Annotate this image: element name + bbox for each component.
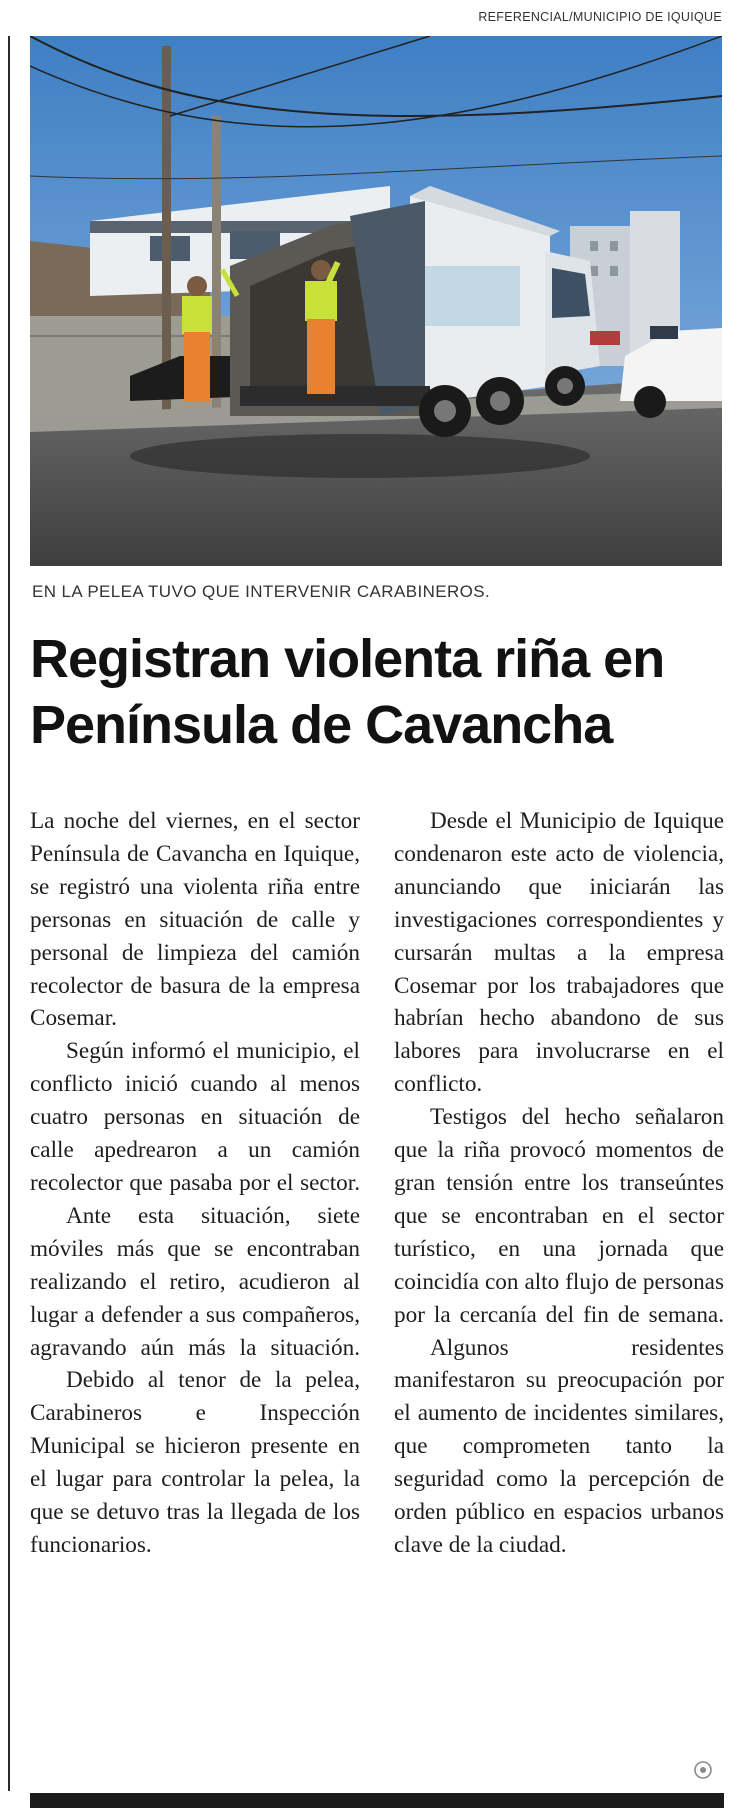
column-rule [8,36,10,1791]
article-column-right [394,805,724,1562]
paragraph: Ante esta situación, siete móviles más que se encontraban realizando el retiro, acudieron al lugar a defender a sus compañeros, agravando aún más la situación. [30,1202,360,1361]
paragraph: Desde el Municipio de Iquique condenaron este acto de violencia, anunciando que iniciarán las investigaciones correspondientes y cursarán multas a la empresa Cosemar por los trabajadores que habrían hecho abandono de sus labores para involucrarse en el conflicto. [394,808,724,1098]
paragraph: Testigos del hecho señalaron que la riña provocó momentos de gran tensión entre los transeúntes que se encontraban en el sector turístico, en una jornada que coincidía con alto flujo de personas por la cercanía del fin de semana. [394,1104,724,1328]
paragraph: Algunos residentes manifestaron su preocupación por el aumento de incidentes similares, que comprometen tanto la seguridad como la percepción de orden público en espacios urbanos clave de la ciudad. [394,1334,724,1558]
photo-credit: REFERENCIAL/MUNICIPIO DE IQUIQUE [478,10,722,24]
paragraph: Debido al tenor de la pelea, Carabineros e Inspección Municipal se hicieron presente en el lugar para controlar la pelea, la que se detuvo tras la llegada de los funcionarios. [30,1367,360,1558]
end-of-article-icon [694,1761,712,1779]
article-photo [30,36,722,566]
headline-line-1: Registran violenta riña en [30,629,665,689]
bottom-rule [30,1793,724,1808]
photo-caption: EN LA PELEA TUVO QUE INTERVENIR CARABINEROS. [32,582,491,601]
article-column-left [30,805,360,1562]
paragraph: Según informó el municipio, el conflicto inició cuando al menos cuatro personas en situación de calle apedrearon a un camión recolector que pasaba por el sector. [30,1038,360,1196]
article-headline [30,626,730,758]
headline-line-2: Península de Cavancha [30,695,613,755]
paragraph: La noche del viernes, en el sector Península de Cavancha en Iquique, se registró una violenta riña entre personas en situación de calle y personal de limpieza del camión recolector de basura de la empresa Cosemar. [30,808,360,1032]
